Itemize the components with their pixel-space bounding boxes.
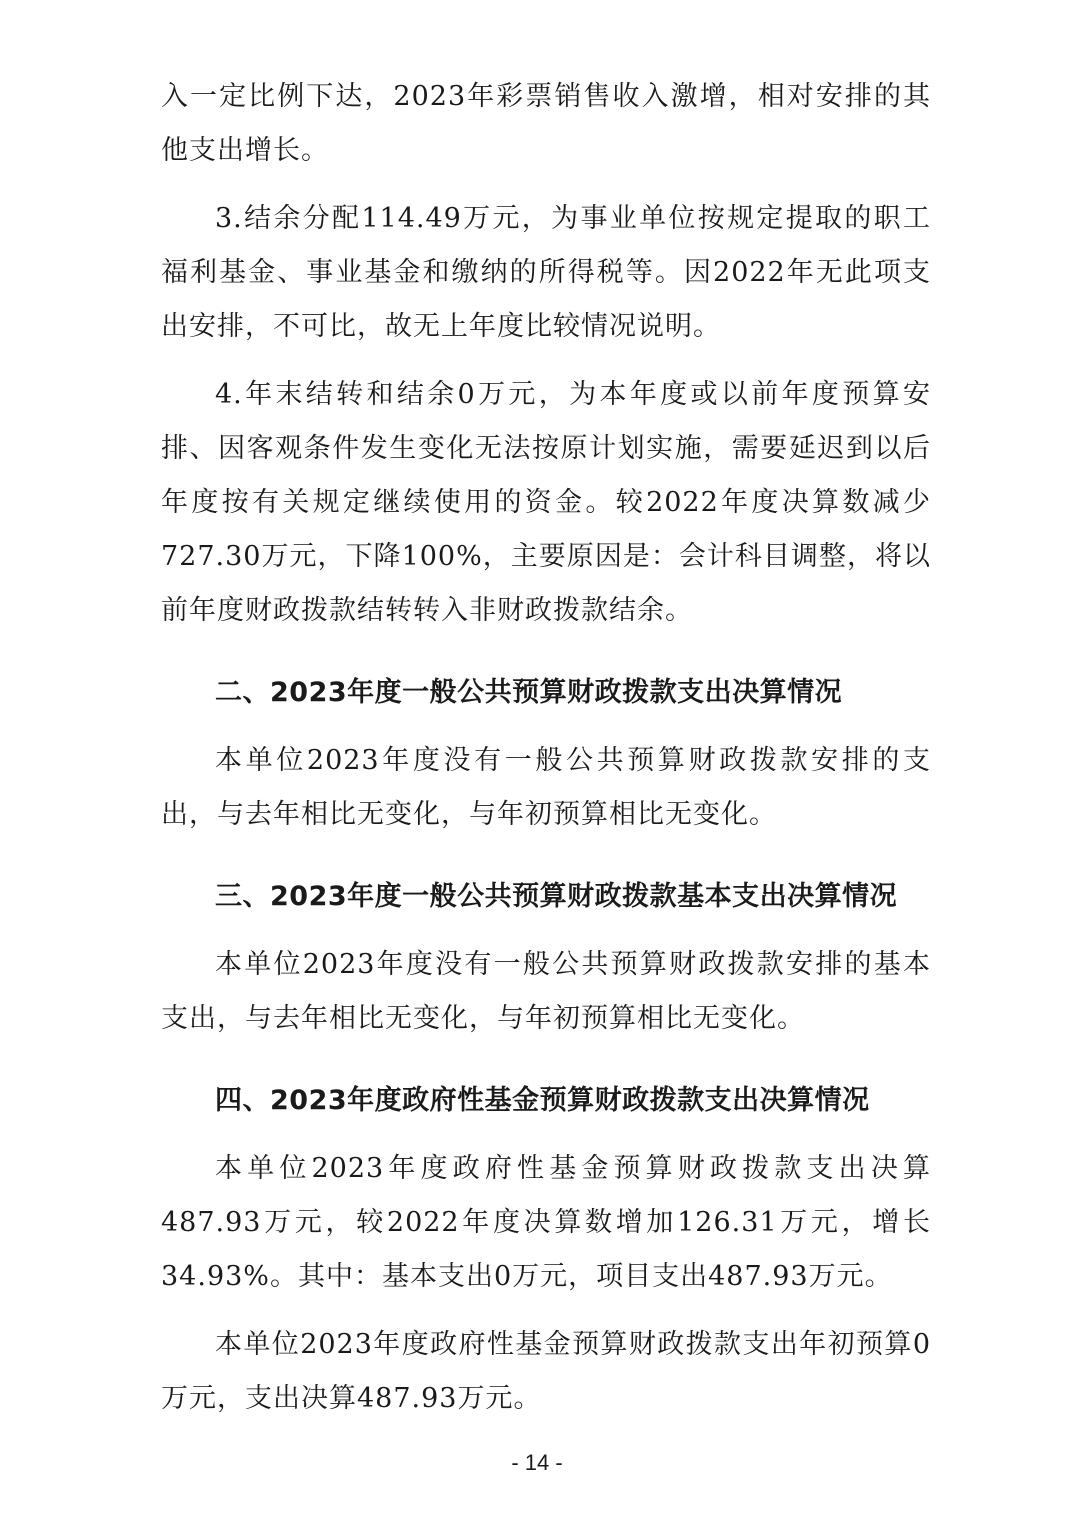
- paragraph-item-4: 4.年末结转和结余0万元，为本年度或以前年度预算安排、因客观条件发生变化无法按原计划实施，需要延迟到以后年度按有关规定继续使用的资金。较2022年度决算数减少727.30万元，下降100%，主要原因是：会计科目调整，将以前年度财政拨款结转转入非财政拨款结余。: [161, 379, 931, 626]
- continued-paragraph: 入一定比例下达，2023年彩票销售收入激增，相对安排的其他支出增长。: [161, 81, 931, 166]
- section-4-paragraph-2: 本单位2023年度政府性基金预算财政拨款支出年初预算0万元，支出决算487.93万元。: [161, 1329, 931, 1414]
- section-2-paragraph: 本单位2023年度没有一般公共预算财政拨款安排的支出，与去年相比无变化，与年初预算相比无变化。: [161, 745, 931, 830]
- paragraph-item-3: 3.结余分配114.49万元，为事业单位按规定提取的职工福利基金、事业基金和缴纳的所得税等。因2022年无此项支出安排，不可比，故无上年度比较情况说明。: [161, 203, 931, 342]
- section-4-paragraph-1: 本单位2023年度政府性基金预算财政拨款支出决算487.93万元，较2022年度决算数增加126.31万元，增长34.93%。其中：基本支出0万元，项目支出487.93万元。: [161, 1153, 931, 1292]
- section-heading-2: 二、2023年度一般公共预算财政拨款支出决算情况: [215, 677, 843, 708]
- section-heading-4: 四、2023年度政府性基金预算财政拨款支出决算情况: [215, 1085, 870, 1116]
- section-heading-3: 三、2023年度一般公共预算财政拨款基本支出决算情况: [215, 881, 898, 912]
- document-body: [161, 70, 931, 1426]
- section-3-paragraph: 本单位2023年度没有一般公共预算财政拨款安排的基本支出，与去年相比无变化，与年初预算相比无变化。: [161, 949, 931, 1034]
- page-number: - 14 -: [511, 1450, 563, 1475]
